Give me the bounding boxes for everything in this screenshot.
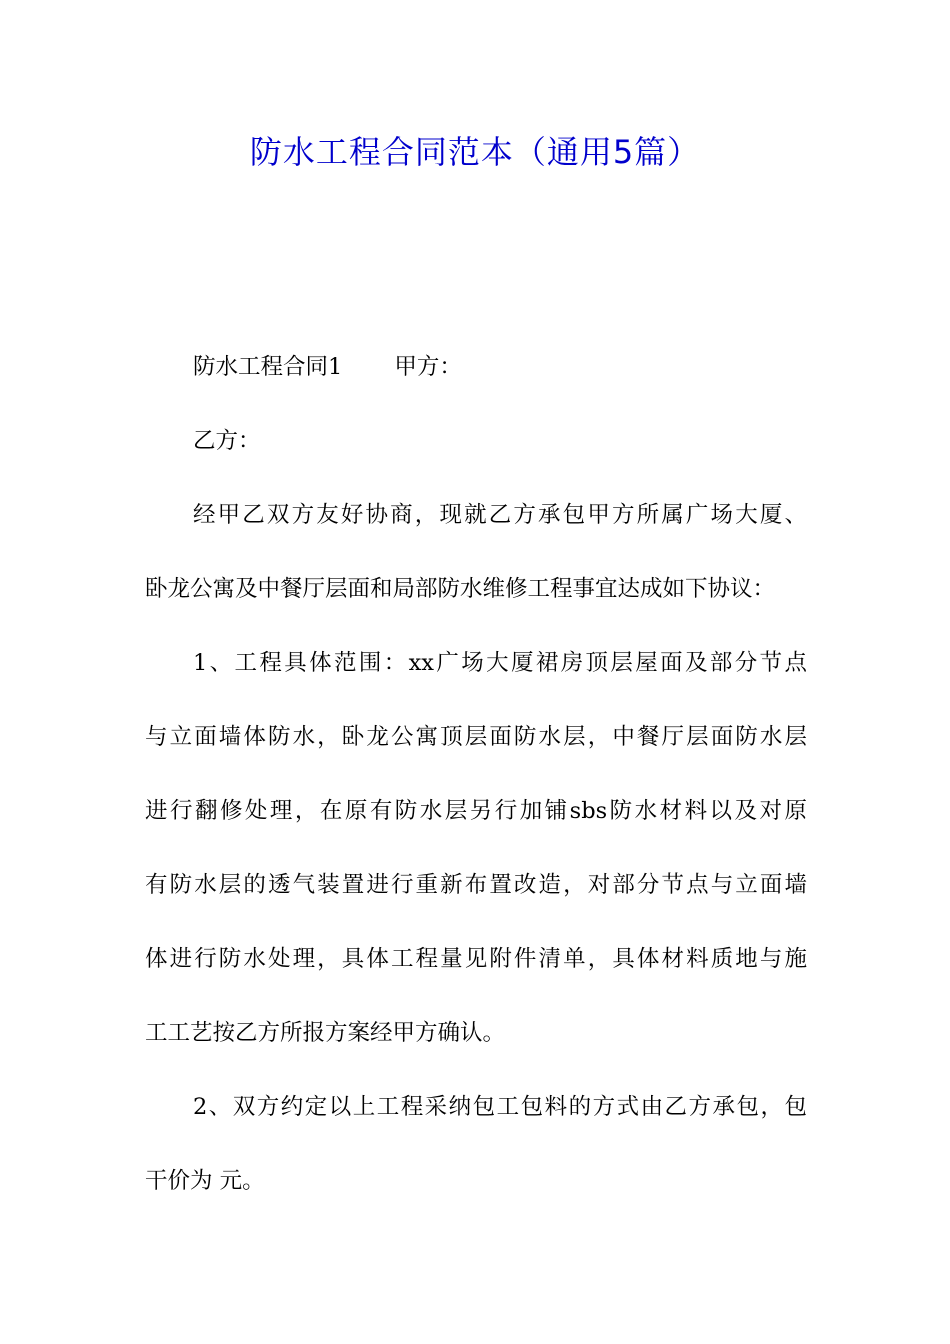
document-title: 防水工程合同范本（通用5篇） (249, 133, 701, 171)
paragraph-line: 2、双方约定以上工程采纳包工包料的方式由乙方承包，包 (193, 1094, 807, 1120)
contract-heading: 防水工程合同1 (193, 354, 343, 380)
party-a-label: 甲方： (394, 354, 462, 380)
paragraph-line: 干价为 元。 (145, 1168, 265, 1194)
paragraph-line: 进行翻修处理，在原有防水层另行加铺sbs防水材料以及对原 (145, 798, 807, 824)
paragraph-line: 卧龙公寓及中餐厅层面和局部防水维修工程事宜达成如下协议： (145, 576, 776, 602)
paragraph-line: 工工艺按乙方所报方案经甲方确认。 (145, 1020, 506, 1046)
paragraph-line: 经甲乙双方友好协商，现就乙方承包甲方所属广场大厦、 (193, 502, 807, 528)
paragraph-line: 体进行防水处理，具体工程量见附件清单，具体材料质地与施 (145, 946, 807, 972)
document-body (145, 330, 807, 1218)
paragraph-line: 与立面墙体防水，卧龙公寓顶层面防水层，中餐厅层面防水层 (145, 724, 807, 750)
contract-heading-line (145, 330, 807, 404)
paragraph-line: 1、工程具体范围：xx广场大厦裙房顶层屋面及部分节点 (193, 650, 807, 676)
party-b-label: 乙方： (193, 428, 261, 454)
paragraph-line: 有防水层的透气装置进行重新布置改造，对部分节点与立面墙 (145, 872, 807, 898)
